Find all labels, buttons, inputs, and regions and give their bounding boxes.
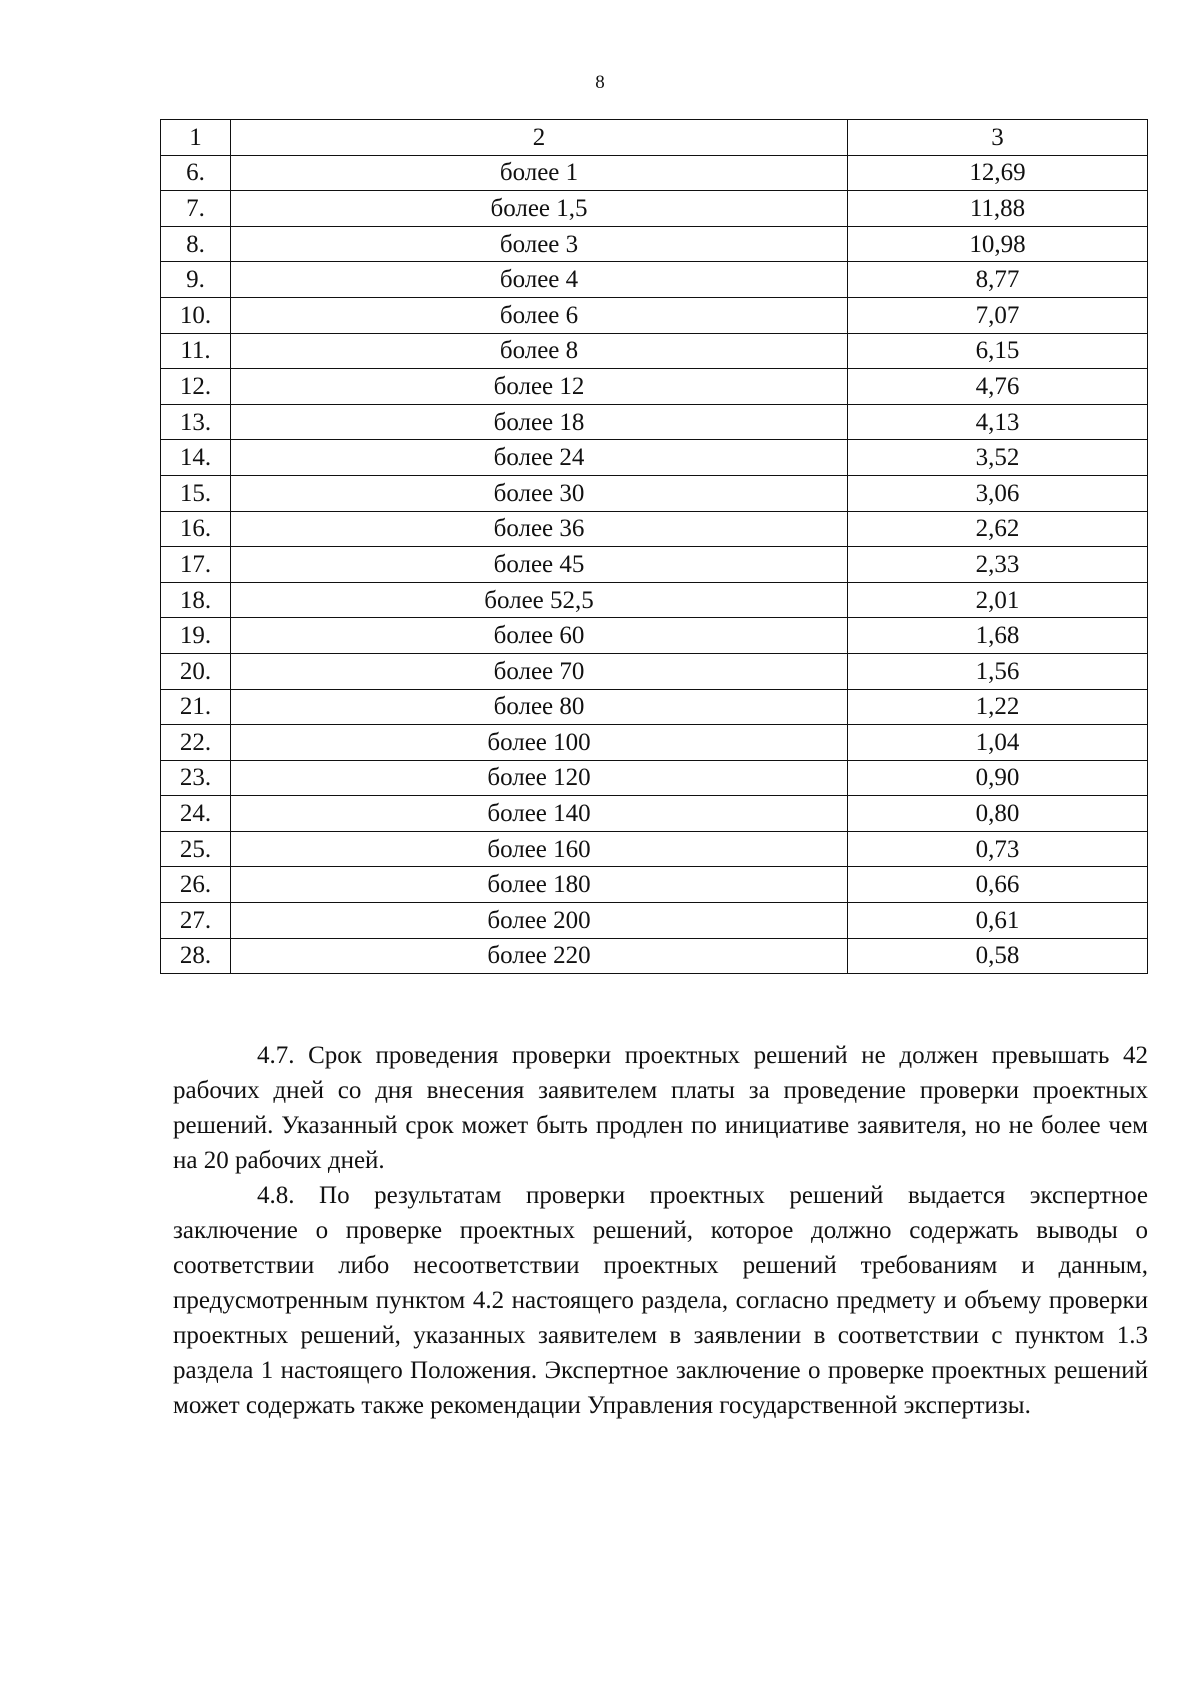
range-cell: более 160 [231, 831, 848, 867]
table-body [161, 120, 1148, 974]
table-row [161, 725, 1148, 761]
range-cell: более 180 [231, 867, 848, 903]
value-cell: 0,58 [848, 938, 1148, 974]
table-row [161, 440, 1148, 476]
range-cell: более 8 [231, 333, 848, 369]
row-number-cell: 21. [161, 689, 231, 725]
range-cell: более 12 [231, 369, 848, 405]
page-number: 8 [595, 72, 605, 93]
table-row [161, 191, 1148, 227]
row-number-cell: 22. [161, 725, 231, 761]
row-number-cell: 15. [161, 475, 231, 511]
value-cell: 4,13 [848, 404, 1148, 440]
range-cell: более 80 [231, 689, 848, 725]
table-row [161, 903, 1148, 939]
range-cell: более 220 [231, 938, 848, 974]
value-cell: 7,07 [848, 297, 1148, 333]
range-cell: более 18 [231, 404, 848, 440]
row-number-cell: 8. [161, 226, 231, 262]
row-number-cell: 25. [161, 831, 231, 867]
table-row [161, 226, 1148, 262]
row-number-cell: 23. [161, 760, 231, 796]
rate-table [160, 119, 1148, 974]
table-row [161, 475, 1148, 511]
range-cell: более 45 [231, 547, 848, 583]
table-row [161, 653, 1148, 689]
value-cell: 8,77 [848, 262, 1148, 298]
table-row [161, 511, 1148, 547]
value-cell: 0,90 [848, 760, 1148, 796]
row-number-cell: 27. [161, 903, 231, 939]
row-number-cell: 24. [161, 796, 231, 832]
table-row [161, 582, 1148, 618]
value-cell: 1,68 [848, 618, 1148, 654]
value-cell: 0,80 [848, 796, 1148, 832]
range-cell: более 36 [231, 511, 848, 547]
table-row [161, 689, 1148, 725]
table-row [161, 369, 1148, 405]
range-cell: более 140 [231, 796, 848, 832]
table-row [161, 155, 1148, 191]
range-cell: более 200 [231, 903, 848, 939]
column-number-2: 2 [231, 120, 848, 156]
table-row [161, 262, 1148, 298]
range-cell: более 3 [231, 226, 848, 262]
value-cell: 1,22 [848, 689, 1148, 725]
value-cell: 6,15 [848, 333, 1148, 369]
row-number-cell: 20. [161, 653, 231, 689]
row-number-cell: 9. [161, 262, 231, 298]
table-row [161, 760, 1148, 796]
range-cell: более 24 [231, 440, 848, 476]
table-row [161, 404, 1148, 440]
range-cell: более 120 [231, 760, 848, 796]
value-cell: 12,69 [848, 155, 1148, 191]
table-row [161, 333, 1148, 369]
paragraph-4-8: 4.8. По результатам проверки проектных решений выдается экспертное заключение о проверке проектных решений, которое должно содержать выводы о соответствии либо несоответствии проектных решений требованиям и данным, предусмотренным пунктом 4.2 настоящего раздела, согласно предмету и объему проверки проектных решений, указанных заявителем в заявлении в соответствии с пунктом 1.3 раздела 1 настоящего Положения. Экспертное заключение о проверке проектных решений может содержать также рекомендации Управления государственной экспертизы. [173, 1182, 1148, 1419]
value-cell: 2,33 [848, 547, 1148, 583]
range-cell: более 1,5 [231, 191, 848, 227]
row-number-cell: 12. [161, 369, 231, 405]
value-cell: 0,61 [848, 903, 1148, 939]
range-cell: более 100 [231, 725, 848, 761]
column-number-3: 3 [848, 120, 1148, 156]
value-cell: 2,62 [848, 511, 1148, 547]
table-row [161, 831, 1148, 867]
table-row [161, 618, 1148, 654]
table-row [161, 547, 1148, 583]
value-cell: 0,73 [848, 831, 1148, 867]
table-row [161, 938, 1148, 974]
range-cell: более 60 [231, 618, 848, 654]
table-row [161, 297, 1148, 333]
value-cell: 11,88 [848, 191, 1148, 227]
value-cell: 1,56 [848, 653, 1148, 689]
range-cell: более 4 [231, 262, 848, 298]
row-number-cell: 10. [161, 297, 231, 333]
paragraph-4-7: 4.7. Срок проведения проверки проектных решений не должен превышать 42 рабочих дней со дня внесения заявителем платы за проведение проверки проектных решений. Указанный срок может быть продлен по инициативе заявителя, но не более чем на 20 рабочих дней. [173, 1042, 1148, 1174]
row-number-cell: 11. [161, 333, 231, 369]
table-header-row [161, 120, 1148, 156]
row-number-cell: 19. [161, 618, 231, 654]
table-row [161, 867, 1148, 903]
range-cell: более 70 [231, 653, 848, 689]
range-cell: более 30 [231, 475, 848, 511]
row-number-cell: 18. [161, 582, 231, 618]
row-number-cell: 7. [161, 191, 231, 227]
column-number-1: 1 [161, 120, 231, 156]
row-number-cell: 13. [161, 404, 231, 440]
table-row [161, 796, 1148, 832]
value-cell: 3,52 [848, 440, 1148, 476]
row-number-cell: 6. [161, 155, 231, 191]
value-cell: 0,66 [848, 867, 1148, 903]
value-cell: 2,01 [848, 582, 1148, 618]
row-number-cell: 28. [161, 938, 231, 974]
range-cell: более 6 [231, 297, 848, 333]
body-text [173, 1038, 1148, 1423]
row-number-cell: 14. [161, 440, 231, 476]
row-number-cell: 17. [161, 547, 231, 583]
range-cell: более 1 [231, 155, 848, 191]
row-number-cell: 26. [161, 867, 231, 903]
value-cell: 1,04 [848, 725, 1148, 761]
value-cell: 4,76 [848, 369, 1148, 405]
value-cell: 10,98 [848, 226, 1148, 262]
value-cell: 3,06 [848, 475, 1148, 511]
row-number-cell: 16. [161, 511, 231, 547]
range-cell: более 52,5 [231, 582, 848, 618]
